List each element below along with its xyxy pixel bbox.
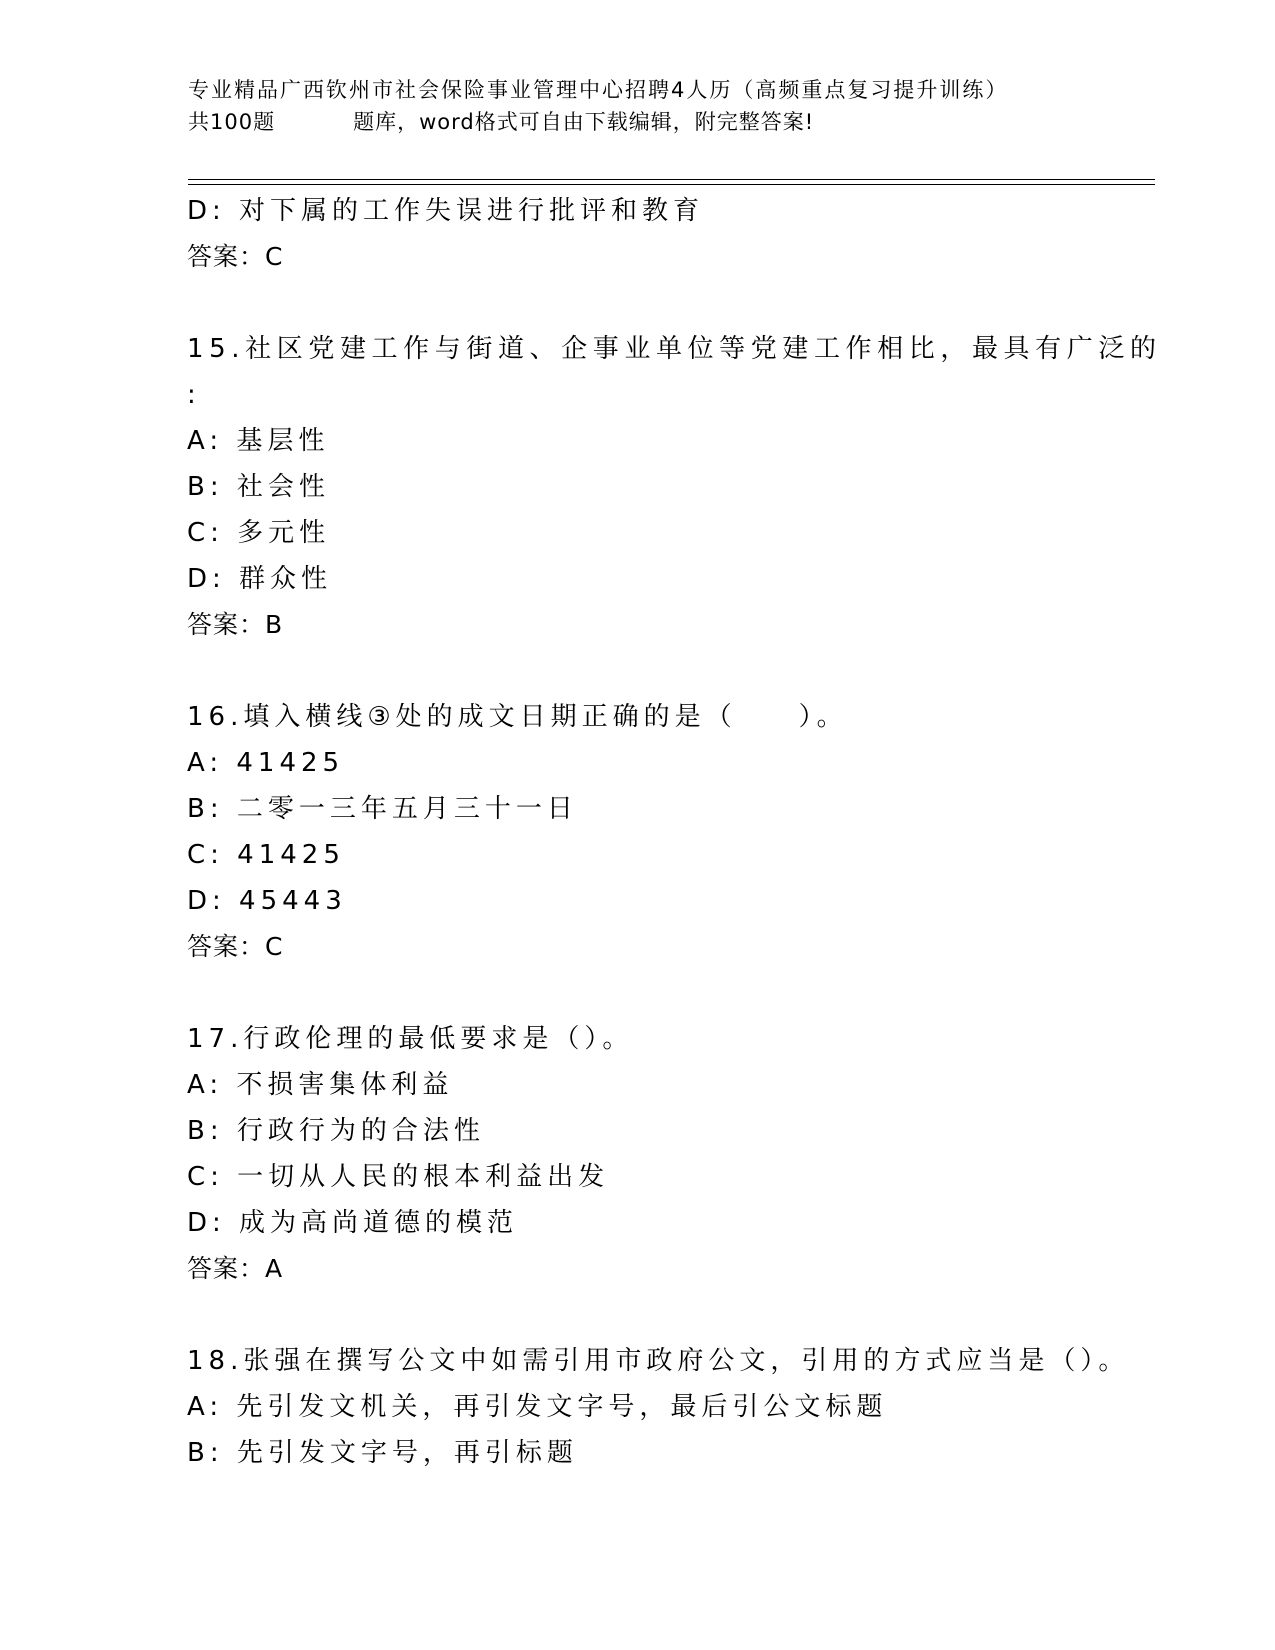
header-divider-top: [188, 179, 1155, 180]
question-title-continuation: :: [187, 380, 201, 410]
header-subtitle-line: [188, 106, 1088, 138]
question-count-text: 共100题: [188, 110, 276, 134]
question-list: [187, 188, 1162, 1476]
option-a: A: 先引发文机关，再引发文字号，最后引公文标题: [187, 1392, 888, 1422]
option-d: D: 对下属的工作失误进行批评和教育: [187, 196, 705, 226]
answer-line: 答案：B: [187, 610, 284, 639]
download-note-text: 题库，word格式可自由下载编辑，附完整答案!: [353, 110, 815, 134]
option-c: C: 多元性: [187, 518, 331, 548]
question-17: [187, 1016, 1087, 1292]
question-18: [187, 1338, 1130, 1476]
option-d: D: 45443: [187, 886, 347, 916]
option-d: D: 成为高尚道德的模范: [187, 1208, 519, 1238]
option-b: B: 社会性: [187, 472, 330, 502]
answer-line: 答案：C: [187, 932, 284, 961]
header-title-line: 专业精品广西钦州市社会保险事业管理中心招聘4人历（高频重点复习提升训练）: [188, 78, 1009, 102]
option-a: A: 基层性: [187, 426, 330, 456]
question-title: 17.行政伦理的最低要求是（）。: [187, 1024, 634, 1054]
option-b: B: 行政行为的合法性: [187, 1116, 485, 1146]
question-15: [187, 326, 1162, 648]
option-b: B: 先引发文字号，再引标题: [187, 1438, 578, 1468]
header-divider-bottom: [188, 184, 1155, 185]
option-a: A: 41425: [187, 748, 345, 778]
document-header: [188, 74, 1088, 138]
option-c: C: 41425: [187, 840, 345, 870]
option-d: D: 群众性: [187, 564, 333, 594]
question-title: 16.填入横线③处的成文日期正确的是（ ）。: [187, 702, 848, 732]
question-16: [187, 694, 1087, 970]
question-title: 18.张强在撰写公文中如需引用市政府公文，引用的方式应当是（）。: [187, 1346, 1130, 1376]
option-b: B: 二零一三年五月三十一日: [187, 794, 578, 824]
option-c: C: 一切从人民的根本利益出发: [187, 1162, 610, 1192]
answer-line: 答案：C: [187, 242, 284, 271]
option-a: A: 不损害集体利益: [187, 1070, 454, 1100]
question-title: 15.社区党建工作与街道、企事业单位等党建工作相比，最具有广泛的: [187, 334, 1162, 364]
answer-line: 答案：A: [187, 1254, 284, 1283]
